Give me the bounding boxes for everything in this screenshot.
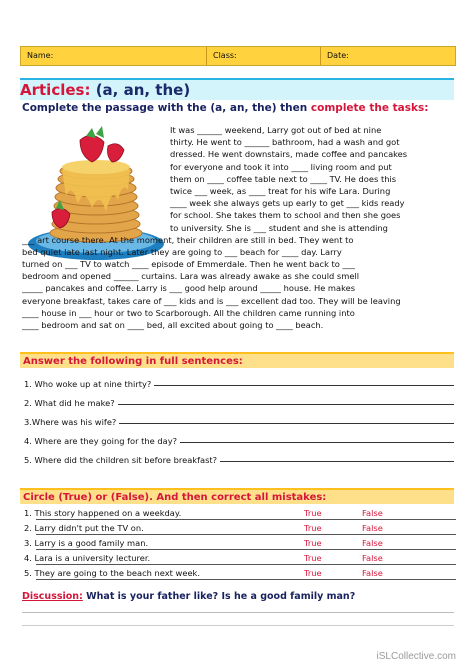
- passage-line: dressed. He went downstairs, made coffee and pancakes: [170, 149, 408, 160]
- instruction-text: [22, 102, 454, 118]
- answer-line[interactable]: [118, 403, 454, 405]
- question-row: [24, 427, 454, 446]
- answer-line[interactable]: [154, 384, 454, 386]
- passage-line: ____ week she always gets up early to get ___ kids ready: [170, 198, 405, 209]
- passage-line: bedroom and opened ______ curtains. Lara was already awake as she could smell: [22, 271, 360, 282]
- passage-line: bed quiet late last night. Later they are going to ___ beach for ____ day. Larry: [22, 246, 342, 257]
- question-row: [24, 408, 454, 427]
- true-option[interactable]: True: [304, 538, 322, 548]
- false-option[interactable]: False: [362, 523, 383, 533]
- false-option[interactable]: False: [362, 553, 383, 563]
- student-info-bar: [20, 46, 456, 66]
- correction-line[interactable]: [36, 564, 456, 565]
- title-sub: (a, an, the): [95, 81, 191, 99]
- title-main: Articles:: [20, 81, 91, 99]
- passage-line: ____ bedroom and sat on ____ bed, all excited about going to ____ beach.: [22, 320, 324, 330]
- instruction-part2: complete the tasks:: [310, 102, 429, 114]
- writing-line[interactable]: [22, 612, 454, 613]
- question-text: 3.Where was his wife?: [24, 417, 117, 427]
- date-field[interactable]: [321, 47, 455, 65]
- tf-row: [24, 568, 454, 583]
- true-false-heading: Circle (True) or (False). And then correct all mistakes:: [20, 488, 454, 504]
- question-row: [24, 446, 454, 465]
- page-title: [20, 78, 454, 100]
- tf-row: [24, 553, 454, 568]
- discussion-label: Discussion:: [22, 591, 83, 602]
- question-row: [24, 389, 454, 408]
- class-field[interactable]: [207, 47, 321, 65]
- discussion-prompt: [22, 591, 355, 602]
- tf-statement: 3. Larry is a good family man.: [24, 538, 149, 548]
- passage-line: for school. She takes them to school and then she goes: [170, 210, 401, 221]
- passage-line: It was ______ weekend, Larry got out of bed at nine: [170, 125, 382, 135]
- answer-line[interactable]: [119, 422, 454, 424]
- questions-list: [24, 370, 454, 465]
- name-label: Name:: [27, 51, 54, 60]
- tf-row: [24, 523, 454, 538]
- correction-line[interactable]: [36, 519, 456, 520]
- question-row: [24, 370, 454, 389]
- false-option[interactable]: False: [362, 568, 383, 578]
- false-option[interactable]: False: [362, 538, 383, 548]
- false-option[interactable]: False: [362, 508, 383, 518]
- question-text: 4. Where are they going for the day?: [24, 436, 178, 446]
- true-option[interactable]: True: [304, 553, 322, 563]
- true-option[interactable]: True: [304, 568, 322, 578]
- passage-line: to university. She is ___ student and she is attending: [170, 222, 388, 233]
- passage-line: twice ___ week, as ____ treat for his wife Lara. During: [170, 185, 391, 196]
- correction-line[interactable]: [36, 534, 456, 535]
- tf-statement: 5. They are going to the beach next week.: [24, 568, 200, 578]
- passage-line: ____ house in ___ hour or two to Scarborough. All the children came running into: [22, 307, 355, 318]
- passage-line: _____ pancakes and coffee. Larry is ___ good help around _____ house. He makes: [22, 283, 356, 294]
- passage-text: [22, 124, 456, 331]
- tf-row: [24, 508, 454, 523]
- question-text: 1. Who woke up at nine thirty?: [24, 379, 152, 389]
- tf-statement: 2. Larry didn't put the TV on.: [24, 523, 144, 533]
- correction-line[interactable]: [36, 549, 456, 550]
- questions-heading: Answer the following in full sentences:: [20, 352, 454, 368]
- answer-line[interactable]: [220, 460, 454, 462]
- answer-line[interactable]: [180, 441, 454, 443]
- correction-line[interactable]: [36, 579, 456, 580]
- true-false-list: [24, 508, 454, 583]
- true-option[interactable]: True: [304, 508, 322, 518]
- true-option[interactable]: True: [304, 523, 322, 533]
- passage-line: for everyone and took it into ____ living room and put: [170, 161, 392, 172]
- passage-line: them on ____ coffee table next to ____ TV. He does this: [170, 173, 397, 184]
- class-label: Class:: [213, 51, 237, 60]
- date-label: Date:: [327, 51, 349, 60]
- passage-line: turned on ___ TV to watch ____ episode of Emmerdale. Then he went back to ___: [22, 259, 355, 270]
- tf-row: [24, 538, 454, 553]
- discussion-text: What is your father like? Is he a good family man?: [82, 591, 356, 602]
- tf-statement: 1. This story happened on a weekday.: [24, 508, 182, 518]
- writing-line[interactable]: [22, 625, 454, 626]
- passage-line: thirty. He went to ______ bathroom, had a wash and got: [170, 137, 400, 148]
- watermark: iSLCollective.com: [376, 651, 456, 662]
- instruction-part1: Complete the passage with the (a, an, the) then: [22, 102, 311, 114]
- tf-statement: 4. Lara is a university lecturer.: [24, 553, 151, 563]
- name-field[interactable]: [21, 47, 207, 65]
- passage-line: ___ art course there. At the moment, their children are still in bed. They went to: [22, 234, 354, 245]
- question-text: 2. What did he make?: [24, 398, 115, 408]
- question-text: 5. Where did the children sit before breakfast?: [24, 455, 218, 465]
- passage-line: everyone breakfast, takes care of ___ kids and is ___ excellent dad too. They will be leaving: [22, 295, 401, 306]
